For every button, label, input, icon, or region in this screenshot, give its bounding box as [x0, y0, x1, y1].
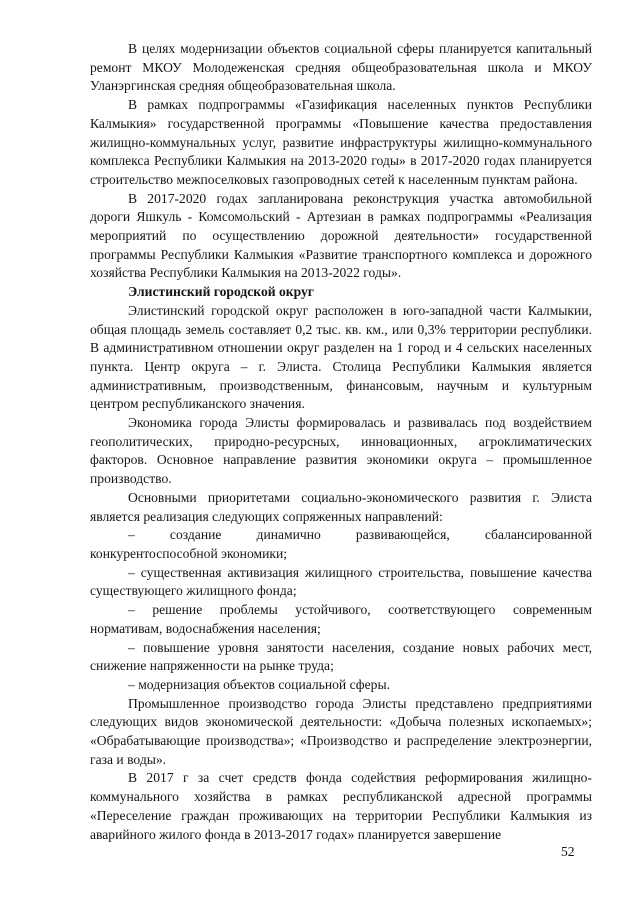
paragraph-economy: Экономика города Элисты формировалась и развивалась под воздействием геополитических, природно-ресурсных, инновационных, агроклиматических факторов. Основное направление развития экономики округа – промышленное производство. [90, 415, 592, 487]
list-item: – модернизация объектов социальной сферы. [128, 676, 390, 692]
section-heading: Элистинский городской округ [128, 284, 314, 300]
paragraph-road-reconstruction: В 2017-2020 годах запланирована реконструкция участка автомобильной дороги Яшкуль - Комсомольский - Артезиан в рамках подпрограммы «Реализация мероприятий по осуществлению дорожной деятельности» государственной программы Республики Калмыкия «Развитие транспортного комплекса и дорожного хозяйства Республики Калмыкия на 2013-2022 годы». [90, 190, 592, 281]
paragraph-school-repair: В целях модернизации объектов социальной сферы планируется капитальный ремонт МКОУ Молодеженская средняя общеобразовательная школа и МКОУ Уланэргинская средняя общеобразовательная школа. [90, 41, 592, 94]
list-item: – решение проблемы устойчивого, соответствующего современным нормативам, водоснабжения населения; [90, 602, 592, 636]
paragraph-resettlement: В 2017 г за счет средств фонда содействия реформирования жилищно-коммунального хозяйства в рамках республиканской адресной программы «Переселение граждан проживающих на территории Республики Калмыкия из аварийного жилого фонда в 2013-2017 годах» планируется завершение [90, 770, 592, 842]
paragraph-gasification: В рамках подпрограммы «Газификация населенных пунктов Республики Калмыкия» государственной программы «Повышение качества предоставления жилищно-коммунальных услуг, развитие инфраструктуры жилищно-коммунального комплекса Республики Калмыкия на 2013-2020 годы» в 2017-2020 годах планируется строительство межпоселковых газопроводных сетей к населенным пунктам района. [90, 97, 592, 187]
page-number: 52 [561, 844, 575, 859]
paragraph-district-overview: Элистинский городской округ расположен в юго-западной части Калмыкии, общая площадь земель составляет 0,2 тыс. кв. км., или 0,3% территории республики. В административном отношении округ разделен на 1 город и 4 сельских населенных пункта. Центр округа – г. Элиста. Столица Республики Калмыкия является административным, производственным, финансовым, научным и культурным центром республиканского значения. [90, 302, 592, 412]
list-item: – повышение уровня занятости населения, создание новых рабочих мест, снижение напряженности на рынке труда; [90, 639, 592, 674]
paragraph-priorities: Основными приоритетами социально-экономического развития г. Элиста является реализация следующих сопряженных направлений: [90, 489, 592, 524]
list-item: – существенная активизация жилищного строительства, повышение качества существующего жилищного фонда; [90, 564, 592, 599]
document-text [90, 40, 592, 844]
list-item: – создание динамично развивающейся, сбалансированной конкурентоспособной экономики; [90, 527, 592, 561]
paragraph-industry: Промышленное производство города Элисты представлено предприятиями следующих видов экономической деятельности: «Добыча полезных ископаемых»; «Обрабатывающие производства»; «Производство и распределение электроэнергии, газа и воды». [90, 695, 592, 767]
